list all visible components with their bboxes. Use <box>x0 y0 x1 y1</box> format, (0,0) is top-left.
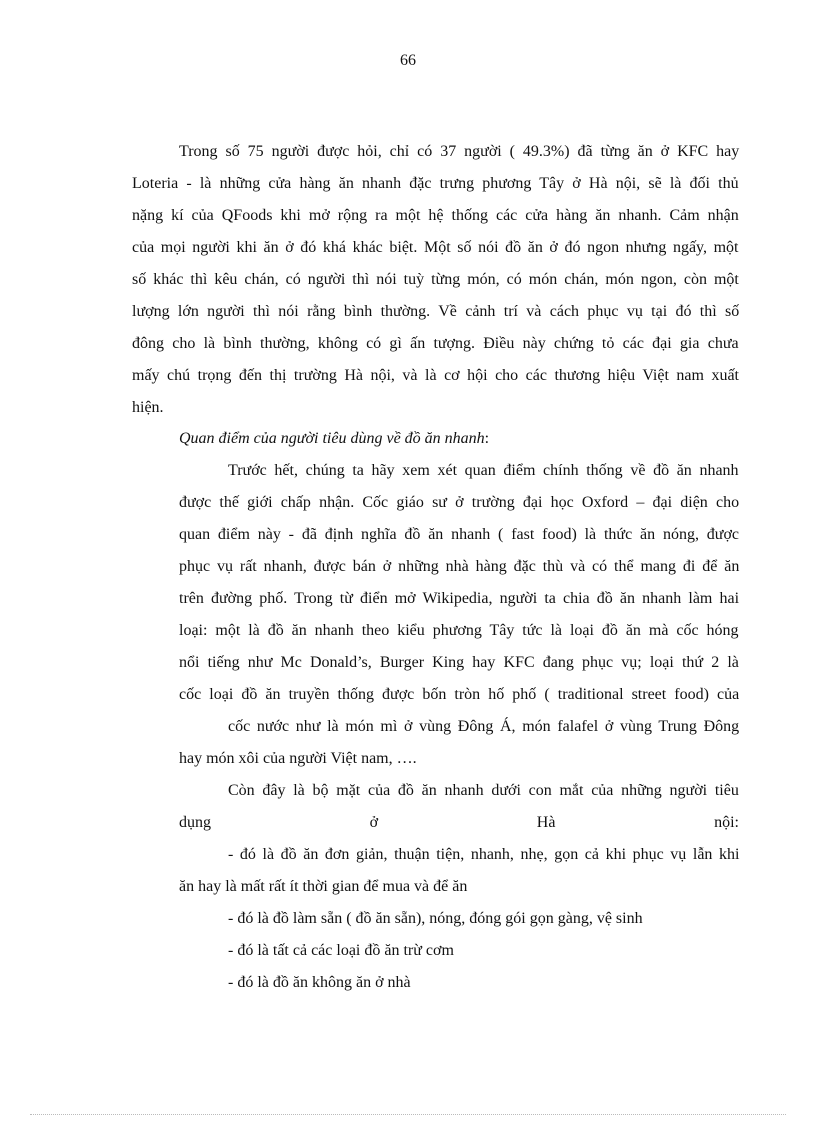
para3-word-4: nội: <box>714 814 739 831</box>
para3-line-1: Còn đây là bộ mặt của đồ ăn nhanh dưới con mắt của những người tiêu <box>228 782 739 799</box>
para2-line-6: loại: một là đồ ăn nhanh theo kiểu phương Tây tức là loại đồ ăn mà cốc hóng <box>179 622 739 639</box>
para3-line-2 <box>179 813 739 833</box>
page-bottom-divider <box>30 1114 786 1115</box>
para2-line-3: quan điểm này - đã định nghĩa đồ ăn nhanh ( fast food) là thức ăn nóng, được <box>179 526 740 543</box>
para1-line-7: đông cho là bình thường, không có gì ấn tượng. Điều này chứng tỏ các đại gia chưa <box>132 335 739 352</box>
para1-line-4: của mọi người khi ăn ở đó khá khác biệt. Một số nói đồ ăn ở đó ngon nhưng ngấy, một <box>132 239 739 256</box>
para3-word-1: dụng <box>179 814 211 831</box>
para1-line-9: hiện. <box>132 399 164 416</box>
para2-line-8: cốc loại đồ ăn truyền thống được bốn tròn hố phố ( traditional street food) của <box>179 686 740 703</box>
para2-line-9: cốc nước như là món mì ở vùng Đông Á, món falafel ở vùng Trung Đông <box>228 718 740 735</box>
bullet-4: - đó là đồ ăn không ăn ở nhà <box>228 974 411 991</box>
para3-word-3: Hà <box>536 814 556 831</box>
para2-line-10: hay món xôi của người Việt nam, …. <box>179 750 417 767</box>
section-heading-text: Quan điểm của người tiêu dùng về đồ ăn nhanh <box>179 430 485 447</box>
para1-line-5: số khác thì kêu chán, có người thì nói tuỳ từng món, có món chán, món ngon, còn một <box>132 271 739 288</box>
section-heading <box>179 429 489 449</box>
para1-line-3: nặng kí của QFoods khi mở rộng ra một hệ thống các cửa hàng ăn nhanh. Cảm nhận <box>132 207 739 224</box>
para1-line-8: mấy chú trọng đến thị trường Hà nội, và là cơ hội cho các thương hiệu Việt nam xuất <box>132 367 739 384</box>
para2-line-2: được thế giới chấp nhận. Cốc giáo sư ở trường đại học Oxford – đại diện cho <box>179 494 740 511</box>
bullet-1: - đó là đồ ăn đơn giản, thuận tiện, nhanh, nhẹ, gọn cả khi phục vụ lẫn khi <box>228 846 740 863</box>
para2-line-5: trên đường phố. Trong từ điển mở Wikipedia, người ta chia đồ ăn nhanh làm hai <box>179 590 740 607</box>
para1-line-2: Loteria - là những cửa hàng ăn nhanh đặc trưng phương Tây ở Hà nội, sẽ là đối thủ <box>132 175 739 192</box>
section-heading-colon: : <box>484 430 490 447</box>
para1-line-1: Trong số 75 người được hỏi, chỉ có 37 người ( 49.3%) đã từng ăn ở KFC hay <box>179 143 740 160</box>
para3-word-2: ở <box>369 814 379 831</box>
bullet-3: - đó là tất cả các loại đồ ăn trừ cơm <box>228 942 454 959</box>
page-number: 66 <box>400 52 416 69</box>
bullet-2: - đó là đồ làm sẵn ( đồ ăn sẵn), nóng, đóng gói gọn gàng, vệ sinh <box>228 910 643 927</box>
para2-line-7: nổi tiếng như Mc Donald’s, Burger King hay KFC đang phục vụ; loại thứ 2 là <box>179 654 739 671</box>
para2-line-4: phục vụ rất nhanh, được bán ở những nhà hàng đặc thù và có thể mang đi để ăn <box>179 558 740 575</box>
para1-line-6: lượng lớn người thì nói rằng bình thường. Về cảnh trí và cách phục vụ tại đó thì số <box>132 303 740 320</box>
para2-line-1: Trước hết, chúng ta hãy xem xét quan điểm chính thống về đồ ăn nhanh <box>228 462 739 479</box>
bullet-1-continuation: ăn hay là mất rất ít thời gian để mua và để ăn <box>179 878 468 895</box>
